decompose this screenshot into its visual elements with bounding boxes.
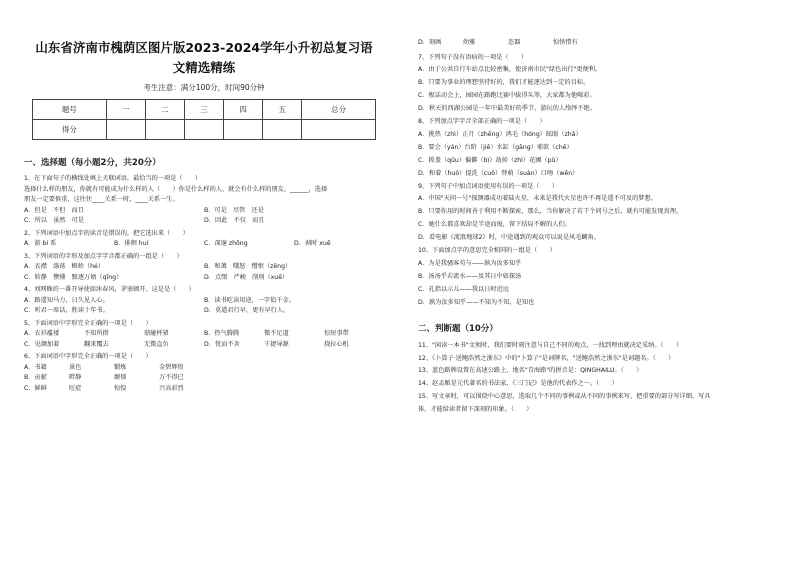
left-column	[24, 0, 384, 394]
q4-option-a: A．路遥知马力，日久见人心。	[24, 296, 109, 304]
q3-option-b: B．和蔼 哦怒 憎恨（zēng）	[204, 263, 292, 270]
q10-stem: 10、下面加点字的意思完全相同的一组是（ ）	[418, 247, 556, 255]
q4-option-c: C．听君一席话，胜读十年书。	[24, 307, 109, 314]
q4-stem: 4、刘网蛛的一番开导使如沐春风，茅塞顿开。这是是（ ）	[24, 286, 195, 293]
score-table-header-row	[33, 100, 376, 120]
q2-options	[24, 239, 384, 250]
score-header-cell: 三	[184, 100, 223, 120]
score-header-cell: 题号	[33, 100, 107, 120]
judge-item: 15、写文章时，可以围绕中心意思，选取几个不同的事例或从不同的事例来写，把重要的部分写详细、写具	[418, 393, 711, 401]
q5-option-a: A．衣衫褴褛	[24, 330, 60, 337]
q5-option-d-word: 干捷导源	[264, 340, 289, 348]
q5-option-a-word: 鼎碰杯猪	[144, 330, 169, 337]
score-header-cell: 总分	[302, 100, 376, 120]
score-header-cell: 五	[263, 100, 302, 120]
exam-note: 考生注意：满分100分，时间90分钟	[143, 83, 265, 92]
q2-option-a: A．游 bi 系	[24, 240, 57, 247]
q10-option-d: D．孰为汝多知乎——不知为不知，是知也	[418, 298, 535, 306]
q3-option-c: C．转静 懊懂 黯逐万顷（qīng）	[24, 273, 123, 281]
right-column	[418, 38, 778, 417]
q6-option-d-word: 惊怪惜有	[553, 39, 578, 46]
judge-item: 11、"闲读一本书"文须时，我们要时刻注意与自己不同的观点，一找到理由就决定采纳。（ ）	[418, 341, 683, 349]
score-cell	[302, 120, 376, 140]
q5-option-a-word: 不知所措	[84, 330, 109, 337]
section1-heading: 一、选择题（每小题2分，共20分）	[24, 158, 161, 168]
q8-stem: 8、下列加点字字音全部正确的一项是（ ）	[418, 118, 546, 126]
q10-option-a: A．为是我骚客苟与——孰为汝多知乎	[418, 260, 522, 267]
q5-option-b-word: 微不足道	[264, 330, 289, 337]
score-cell	[263, 120, 302, 140]
q7-option-d: D．秋天的西湖公园是一年中最美好的季节，游玩的人络绎不绝。	[418, 105, 597, 113]
q3-option-a: A．衣襟 涤荡 螟蛉（hé）	[24, 263, 105, 270]
q6-option-a-word: 金碧辉煌	[159, 363, 184, 371]
q3-options	[24, 262, 384, 283]
q2-option-c: C．深邃 zhōng	[204, 240, 248, 247]
score-cell	[106, 120, 145, 140]
score-table-score-row	[33, 120, 376, 140]
q4-options	[24, 296, 384, 317]
score-table	[32, 99, 376, 140]
q6-option-c-word: 惊惶	[114, 384, 127, 392]
q5-option-c-word: 翻来覆去	[84, 340, 109, 348]
q1-option-d: D．因此 不仅 而且	[204, 217, 265, 224]
q4-option-b: B．读书吃读用途，一字值千金。	[204, 296, 295, 304]
q5-stem: 5、下面词语中字形完全正确的一项是（ ）	[24, 319, 152, 327]
q5-option-c-word: 无微直负	[144, 340, 169, 348]
q1-option-c: C．所以 虽然 可是	[24, 217, 85, 224]
q10-option-c: C．孔指以示儿——我以日时近远	[418, 285, 509, 293]
q9-stem: 9、下列句子中加点词语使用有误的一项是（ ）	[418, 182, 559, 190]
q1-options	[24, 206, 384, 227]
q1-line2: 选择什么样的朋友，你就有可能成为什么样的人（ ）你是什么样的人，就会有什么样的朋友。______，选择	[24, 185, 328, 193]
judge-item: 14、赵孟頫是元代著名的书法家，《三门记》是他的代表作之一。（ ）	[418, 380, 618, 388]
q6-option-d-word: 恣器	[508, 39, 521, 46]
q6-option-a: A．书籍	[24, 363, 47, 371]
q3-option-d: D．点缀 严峻 削刑（xuē）	[204, 273, 289, 281]
q6-option-b-word: 畔静	[69, 374, 82, 381]
score-header-cell: 二	[145, 100, 184, 120]
q9-option-c: C．她什么都喜欢却是半途而废，留下结局不解的人们。	[418, 221, 571, 229]
q8-option-b: B．要会（yán）台阶（jiē）水缸（gāng）邪欲（chē）	[418, 143, 573, 151]
q8-option-a: A．挑热（zhì）正月（zhēng）鸿毛（hóng）眩眼（zhǎ）	[418, 130, 582, 138]
q7-option-c: C．极话动会上，园园在路跑比赛中拔得头筹，大家都为他喝彩。	[418, 92, 596, 100]
section2-heading: 二、判断题（10分）	[418, 323, 498, 334]
q1-stem: 1、在下面句子的横线处填上关联词语，最恰当的一项是（ ）	[24, 175, 202, 182]
q6-option-c-word: 兴高彩烈	[159, 384, 184, 392]
q6-option-c: C．鲜鲜	[24, 384, 47, 392]
q4-option-d: D．莫道君行早，更有早行人。	[204, 307, 290, 314]
score-cell	[224, 120, 263, 140]
doc-title-line1: 山东省济南市槐荫区图片版2023-2024学年小升初总复习语	[35, 40, 373, 55]
q9-option-d: D．看电影《流浪地球2》时，中途遇到的观众可以说是风毛麟角。	[418, 234, 600, 242]
q6-option-d-row	[418, 38, 598, 49]
q9-option-a: A．中国"天问一号"探测器成功着陆火星，未来是我代火星也许不再是遥不可及的梦想。	[418, 195, 657, 203]
q5-option-b-word: 惊短事带	[324, 330, 349, 337]
judge-item-continued: 体，才能给读者留下深刻的印象。（ ）	[418, 406, 533, 414]
q6-option-b-word: 颠郁	[114, 374, 127, 381]
q6-option-c-word: 旺症	[69, 384, 82, 392]
q2-option-b: B．徘徊 huí	[114, 240, 149, 247]
q6-option-a-word: 景色	[69, 363, 82, 371]
q6-options	[24, 363, 204, 395]
q6-option-b: B．贡献	[24, 374, 47, 381]
q5-option-d: D．恍而不舍	[204, 340, 240, 348]
q6-option-d: D．刻画	[418, 39, 442, 46]
q7-stem: 7、下列句子没有语病的一项是（ ）	[418, 53, 528, 61]
judge-item: 13、蓝色路牌设置在高速公路上，地名"青海路"的拼音是：QINGHAILU。（ ）	[418, 367, 643, 375]
q7-option-b: B．只要为事业的理想坚持好的，我们才能逐达到一定的目标。	[418, 79, 590, 87]
q1-option-a: A．但是 不但 而且	[24, 206, 84, 214]
q5-option-c: C．见颜加着	[24, 340, 60, 348]
judge-item: 12、《卜算子·送鲍浩然之浙东》中的"卜算子"是词牌名，"送鲍浩然之浙东"是词题名。（ ）	[418, 354, 675, 362]
q5-option-b: B．热气腾腾	[204, 330, 240, 337]
q7-option-a: A．由于公共自行车站点比较密集，使济南市民"绿色出行"更便利。	[418, 66, 602, 74]
doc-title	[24, 38, 384, 78]
q3-stem: 3、下列词语的字形及加点字字音都正确的一组是（ ）	[24, 252, 183, 260]
q8-option-d: D．和着（huò）提洗（cuō）替萌（suàn）口吻（wěn）	[418, 169, 579, 177]
q8-option-c: C．拨盖（qǔu）偏僻（bì）劫掉（zhì）花圃（pǔ）	[418, 156, 562, 164]
q2-option-d: D．刹时 xuē	[294, 240, 331, 247]
score-header-cell: 四	[224, 100, 263, 120]
q6-option-b-word: 万不得已	[159, 374, 184, 381]
q6-option-d-word: 幼雅	[463, 39, 476, 46]
score-cell	[145, 120, 184, 140]
q10-option-b: B．汤汤乎若流水——及其日中如探汤	[418, 272, 522, 280]
q5-options	[24, 329, 384, 350]
doc-title-line2: 文精选精练	[172, 60, 236, 75]
q1-line3: 朋友一定要慎重，这往往____关系一时，____关系一生。	[24, 196, 179, 203]
q5-option-d-word: 挠拉心机	[324, 340, 349, 348]
score-cell	[184, 120, 223, 140]
q6-option-a-word: 锻炼	[114, 363, 127, 371]
score-header-cell: 一	[106, 100, 145, 120]
score-row-label: 得分	[33, 120, 107, 140]
q2-stem: 2、下列词语中加点字的读音是错误的，把它选出来（ ）	[24, 229, 189, 237]
q9-option-b: B．只要你用的时间善于利用不断探索，那么，当你解决了若干个问号之后，就有可能发现真理。	[418, 208, 683, 216]
q1-option-b: B．可是 尽管 还是	[204, 206, 264, 214]
q6-stem: 6、下面词语中字形完全正确的一项是（ ）	[24, 353, 152, 360]
